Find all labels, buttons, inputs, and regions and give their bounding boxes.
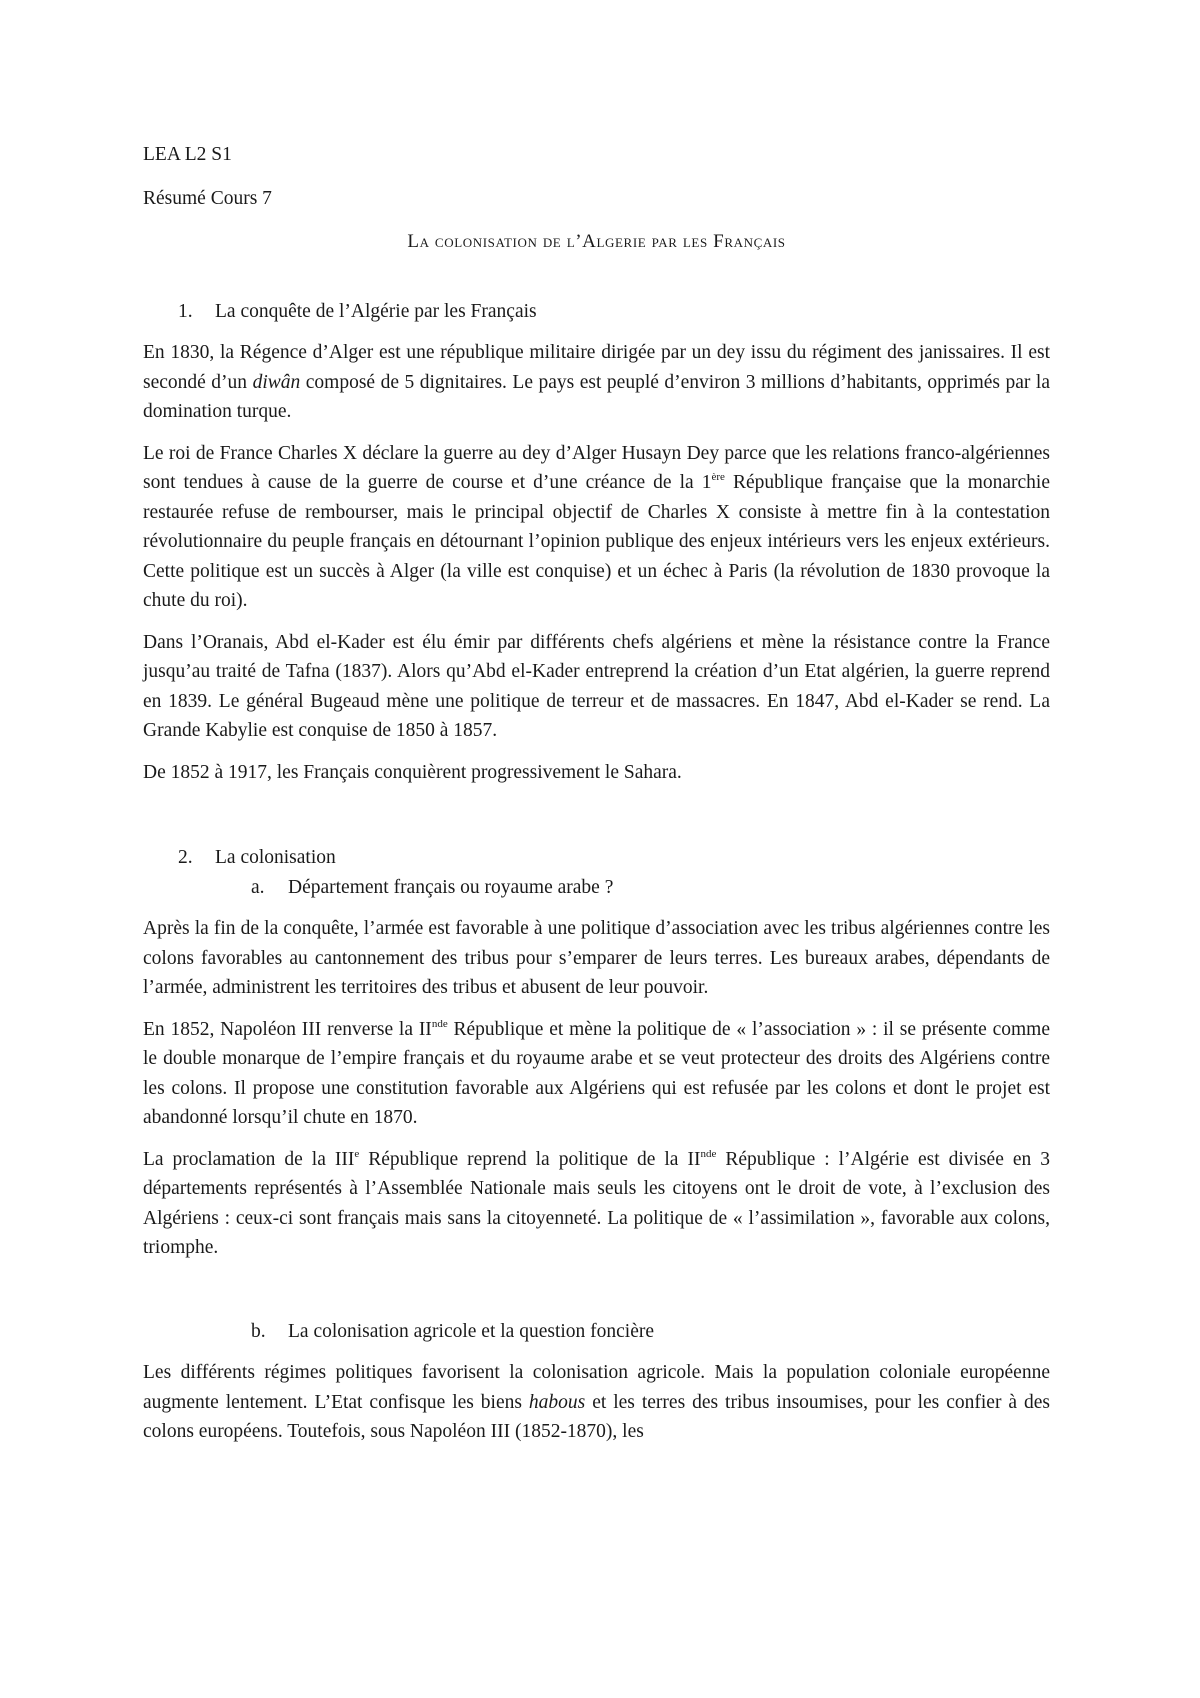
subsection-b-title: La colonisation agricole et la question foncière bbox=[288, 1320, 655, 1342]
subsection-b-heading bbox=[143, 1317, 1050, 1347]
section-1-title: La conquête de l’Algérie par les Français bbox=[215, 300, 537, 322]
document-page bbox=[143, 140, 1050, 1447]
subsection-a-heading bbox=[143, 873, 1050, 903]
paragraph: Dans l’Oranais, Abd el-Kader est élu émir par différents chefs algériens et mène la résistance contre la France jusqu’au traité de Tafna (1837). Alors qu’Abd el-Kader entreprend la création d’un Etat algérien, la guerre reprend en 1839. Le général Bugeaud mène une politique de terreur et de massacres. En 1847, Abd el-Kader se rend. La Grande Kabylie est conquise de 1850 à 1857. bbox=[143, 631, 1050, 741]
subsection-b-number: b. bbox=[251, 1320, 266, 1342]
superscript: nde bbox=[700, 1147, 717, 1160]
paragraph: Après la fin de la conquête, l’armée est favorable à une politique d’association avec les tribus algériennes contre les colons favorables au cantonnement des tribus pour s’emparer de leurs terres. Les bureaux arabes, dépendants de l’armée, administrent les territoires des tribus et abusent de leur pouvoir. bbox=[143, 918, 1050, 998]
section-2-title: La colonisation bbox=[215, 847, 336, 868]
section-2-number: 2. bbox=[178, 847, 193, 868]
paragraph: Les différents régimes politiques favorisent la colonisation agricole. Mais la population coloniale européenne augmente lentement. L’Etat confisque les biens habous et les terres des tribus insoumises, pour les confier à des colons européens. Toutefois, sous Napoléon III (1852-1870), les bbox=[143, 1362, 1050, 1442]
paragraph: En 1830, la Régence d’Alger est une république militaire dirigée par un dey issu du régiment des janissaires. Il est secondé d’un diwân composé de 5 dignitaires. Le pays est peuplé d’environ 3 millions d’habitants, opprimés par la domination turque. bbox=[143, 342, 1050, 422]
emphasis: habous bbox=[528, 1391, 586, 1413]
paragraph: De 1852 à 1917, les Français conquièrent progressivement le Sahara. bbox=[143, 761, 682, 783]
paragraph: La proclamation de la IIIe République reprend la politique de la IInde République : l’Algérie est divisée en 3 départements représentés à l’Assemblée Nationale mais seuls les citoyens ont le droit de vote, à l’exclusion des Algériens : ceux-ci sont français mais sans la citoyenneté. La politique de « l’assimilation », favorable aux colons, triomphe. bbox=[143, 1147, 1050, 1258]
superscript: nde bbox=[431, 1017, 448, 1030]
section-1-number: 1. bbox=[178, 300, 193, 322]
subsection-a-number: a. bbox=[251, 876, 265, 898]
superscript: e bbox=[354, 1147, 360, 1160]
section-2-heading bbox=[143, 843, 1050, 873]
course-subtitle: Résumé Cours 7 bbox=[143, 187, 272, 209]
subsection-a-title: Département français ou royaume arabe ? bbox=[288, 876, 614, 898]
course-label: LEA L2 S1 bbox=[143, 144, 232, 165]
paragraph: En 1852, Napoléon III renverse la IInde République et mène la politique de « l’association » : il se présente comme le double monarque de l’empire français et du royaume arabe et se veut protecteur des droits des Algériens contre les colons. Il propose une constitution favorable aux Algériens qui est refusée par les colons et dont le projet est abandonné lorsqu’il chute en 1870. bbox=[143, 1017, 1050, 1128]
emphasis: diwân bbox=[252, 371, 301, 393]
document-title: La colonisation de l’Algerie par les Français bbox=[407, 231, 786, 252]
section-1-heading bbox=[143, 297, 1050, 327]
paragraph: Le roi de France Charles X déclare la guerre au dey d’Alger Husayn Dey parce que les relations franco-algériennes sont tendues à cause de la guerre de course et d’une créance de la 1ère République française que la monarchie restaurée refuse de rembourser, mais le principal objectif de Charles X consiste à mettre fin à la contestation révolutionnaire du peuple français en détournant l’opinion publique des enjeux intérieurs vers les enjeux extérieurs. Cette politique est un succès à Alger (la ville est conquise) et un échec à Paris (la révolution de 1830 provoque la chute du roi). bbox=[143, 442, 1050, 611]
superscript: ère bbox=[711, 471, 725, 483]
